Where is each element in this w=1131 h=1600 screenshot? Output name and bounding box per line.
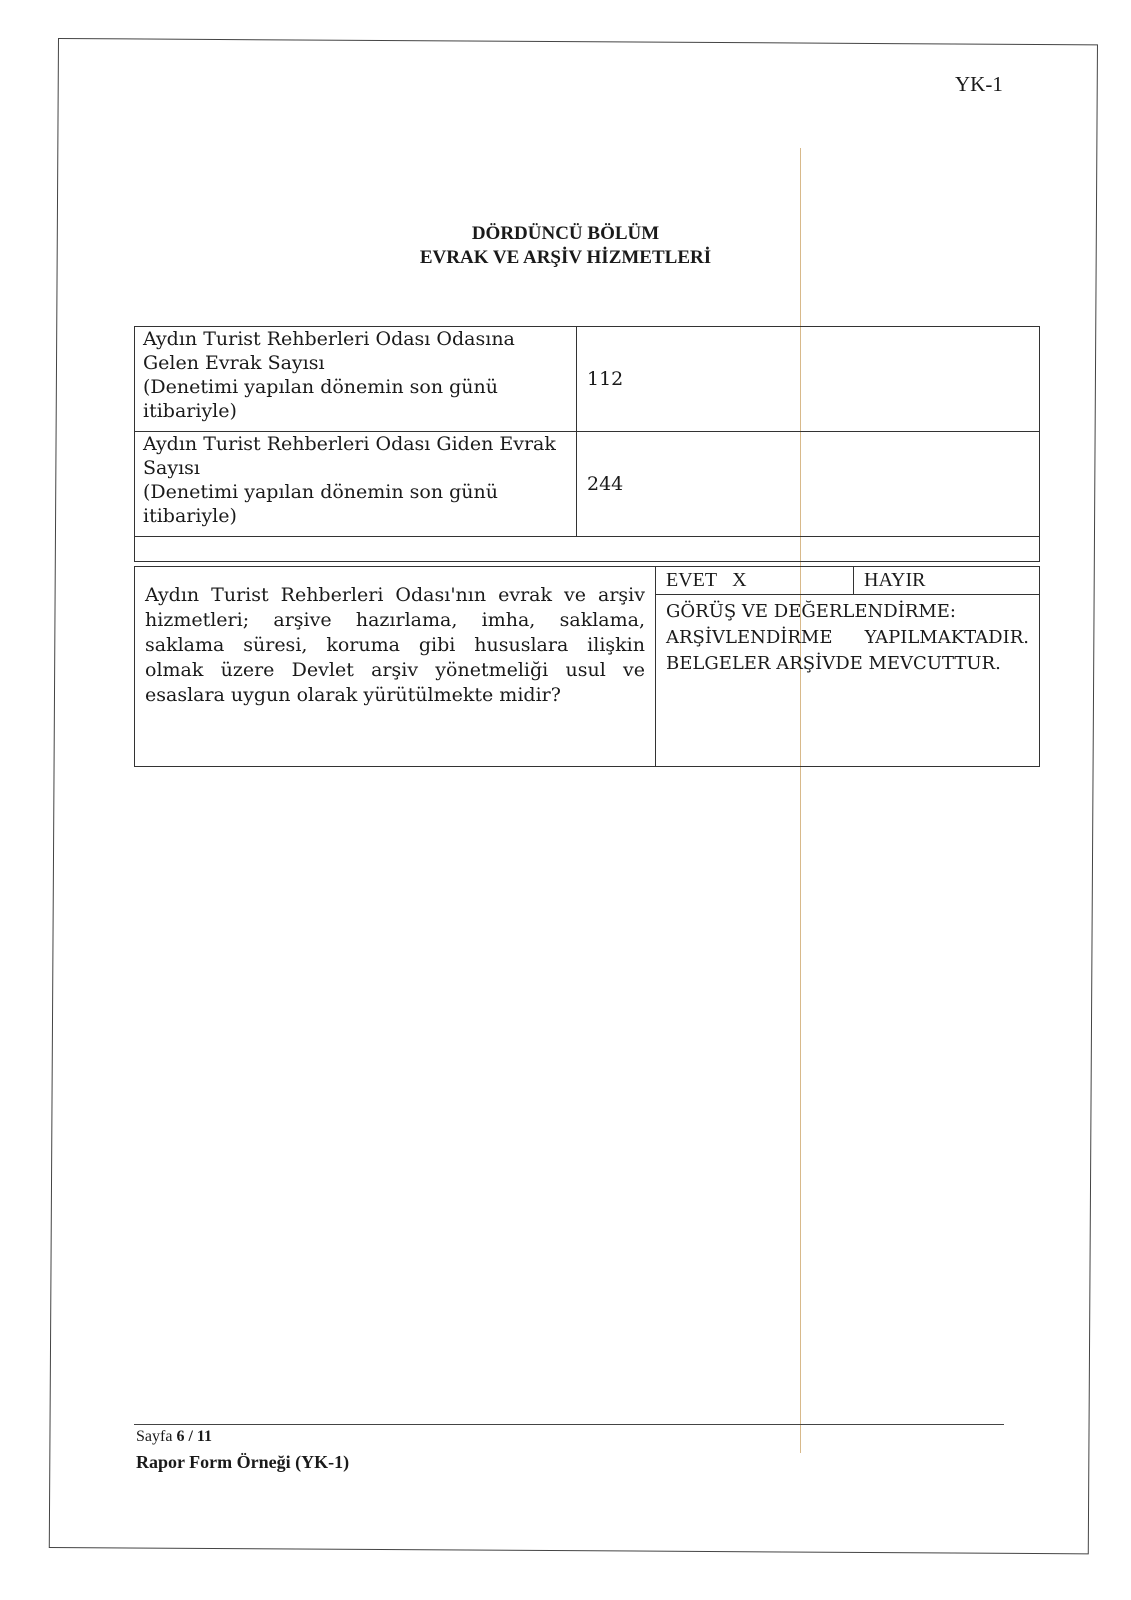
outgoing-label-line3: (Denetimi yapılan dönemin son günü xyxy=(143,481,498,503)
table-row-spacer xyxy=(135,537,1040,562)
incoming-label-cell xyxy=(135,327,577,432)
comment-line2-part2: YAPILMAKTADIR. xyxy=(864,627,1029,648)
yes-option[interactable] xyxy=(656,567,854,594)
archive-question-table xyxy=(134,566,1040,767)
page-number xyxy=(136,1428,212,1446)
page-prefix: Sayfa xyxy=(136,1428,173,1445)
page-number-value: 6 / 11 xyxy=(176,1428,212,1445)
comment-area xyxy=(656,595,1039,681)
outgoing-label-line4: itibariyle) xyxy=(143,505,237,527)
document-count-table xyxy=(134,326,1040,562)
no-option[interactable] xyxy=(854,567,926,594)
table-row-incoming xyxy=(135,327,1040,432)
answer-cell xyxy=(656,567,1040,767)
incoming-label-line2: Gelen Evrak Sayısı xyxy=(143,352,325,374)
incoming-label-line3: (Denetimi yapılan dönemin son günü xyxy=(143,376,498,398)
spacer-cell xyxy=(135,537,1040,562)
incoming-label-line1: Aydın Turist Rehberleri Odası Odasına xyxy=(143,328,515,350)
form-name: Rapor Form Örneği (YK-1) xyxy=(136,1452,350,1472)
comment-line3: BELGELER ARŞİVDE MEVCUTTUR. xyxy=(666,653,1001,674)
section-title-line1: DÖRDÜNCÜ BÖLÜM xyxy=(471,223,660,244)
incoming-count-value: 112 xyxy=(577,327,1040,432)
outgoing-label-cell xyxy=(135,432,577,537)
footer-divider xyxy=(134,1424,1004,1425)
question-text: Aydın Turist Rehberleri Odası'nın evrak ve arşiv hizmetleri; arşive hazırlama, imha, saklama, saklama süresi, koruma gibi hususlara ilişkin olmak üzere Devlet arşiv yönetmeliği usul ve esaslara uygun olarak yürütülmekte midir? xyxy=(135,567,656,767)
yes-label: EVET xyxy=(666,569,718,591)
incoming-label-line4: itibariyle) xyxy=(143,400,237,422)
outgoing-label-line2: Sayısı xyxy=(143,457,200,479)
document-code: YK-1 xyxy=(955,72,1003,96)
outgoing-label-line1: Aydın Turist Rehberleri Odası Giden Evrak xyxy=(143,433,556,455)
table-row-outgoing xyxy=(135,432,1040,537)
section-heading xyxy=(0,222,1131,270)
outgoing-count-value: 244 xyxy=(577,432,1040,537)
section-title-line2: EVRAK VE ARŞİV HİZMETLERİ xyxy=(419,247,712,268)
answer-options xyxy=(656,567,1039,595)
comment-line2 xyxy=(666,625,1029,651)
comment-heading: GÖRÜŞ VE DEĞERLENDİRME: xyxy=(666,601,956,622)
comment-line2-part1: ARŞİVLENDİRME xyxy=(666,627,833,648)
question-row xyxy=(135,567,1040,767)
yes-mark: X xyxy=(732,569,747,591)
no-label: HAYIR xyxy=(864,569,926,591)
